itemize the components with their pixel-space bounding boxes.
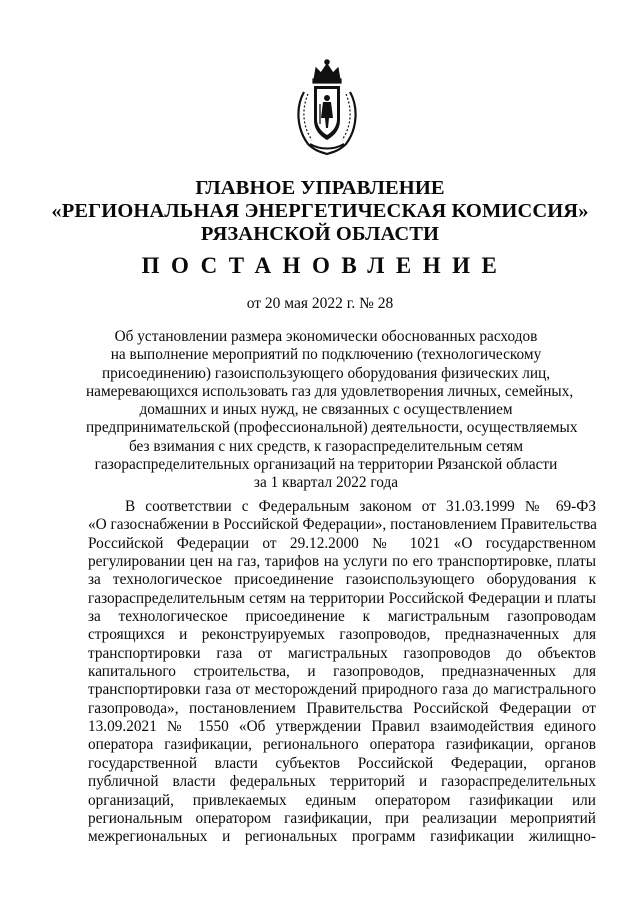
subject-line: на выполнение мероприятий по подключению (технологическому [110,346,542,364]
subject-line: намеревающихся использовать газ для удовлетворения личных, семейных, [86,382,574,400]
body-line: оператора газификации, регионального оператора газификации, органов [88,736,596,754]
subject-line: без взимания с них средств, к газораспределительным сетям [128,437,524,455]
body-line: В соответствии с Федеральным законом от 31.03.1999 № 69-ФЗ [125,498,596,515]
subject-line: Об установлении размера экономически обоснованных расходов [114,328,538,345]
authority-name-line-2: «РЕГИОНАЛЬНАЯ ЭНЕРГЕТИЧЕСКАЯ КОМИССИЯ» [51,200,589,222]
body-line: за технологическое присоединение газоиспользующего оборудования к [88,571,596,589]
date-and-number: от 20 мая 2022 г. № 28 [246,295,394,312]
body-line: публичной власти федеральных территорий и газораспределительных [88,773,596,791]
authority-name-line-3: РЯЗАНСКОЙ ОБЛАСТИ [200,223,440,245]
body-line: строящихся и реконструируемых газопроводов, предназначенных для [88,626,596,644]
body-line: государственной власти субъектов Российской Федерации, органов [88,754,596,772]
body-line: транспортировки газа от магистральных газопроводов до объектов [88,644,596,662]
body-line: «О газоснабжении в Российской Федерации», постановлением Правительства [88,516,597,534]
body-line: регулировании цен на газ, тарифов на услуги по его транспортировке, платы [88,553,596,571]
subject-line: присоединению) газоиспользующего оборудования физических лиц, [101,364,551,382]
subject-line: предпринимательской (профессиональной) деятельности, осуществляемых [86,419,578,437]
body-line: организаций, привлекаемых единым оператором газификации или [88,791,596,809]
subject-line: за 1 квартал 2022 года [253,474,399,492]
subject-line: газораспределительных организаций на территории Рязанской области [94,456,558,474]
body-line: Российской Федерации от 29.12.2000 № 1021 «О государственном [88,534,596,552]
body-line: 13.09.2021 № 1550 «Об утверждении Правил взаимодействия единого [88,718,596,736]
body-paragraph [88,498,596,847]
body-line: за технологическое присоединение к магистральным газопроводам [88,608,596,626]
body-line: транспортировки газа от месторождений природного газа до магистрального [88,681,596,699]
body-line: региональным оператором газификации, при реализации мероприятий [88,809,596,827]
body-line: газопровода», постановлением Правительства Российской Федерации от [88,699,596,717]
authority-name-line-1: ГЛАВНОЕ УПРАВЛЕНИЕ [195,177,445,199]
body-line: газораспределительным сетям на территории Российской Федерации и платы [88,589,596,607]
ryazan-coat-of-arms-icon [290,58,364,158]
subject-line: домашних и иных нужд, не связанных с осуществлением [139,401,513,419]
body-line: капитального строительства, и газопроводов, предназначенных для [88,663,596,681]
document-type-title: ПОСТАНОВЛЕНИЕ [141,253,509,278]
document-subject [86,328,578,493]
body-line: межрегиональных и региональных программ газификации жилищно- [88,828,596,846]
